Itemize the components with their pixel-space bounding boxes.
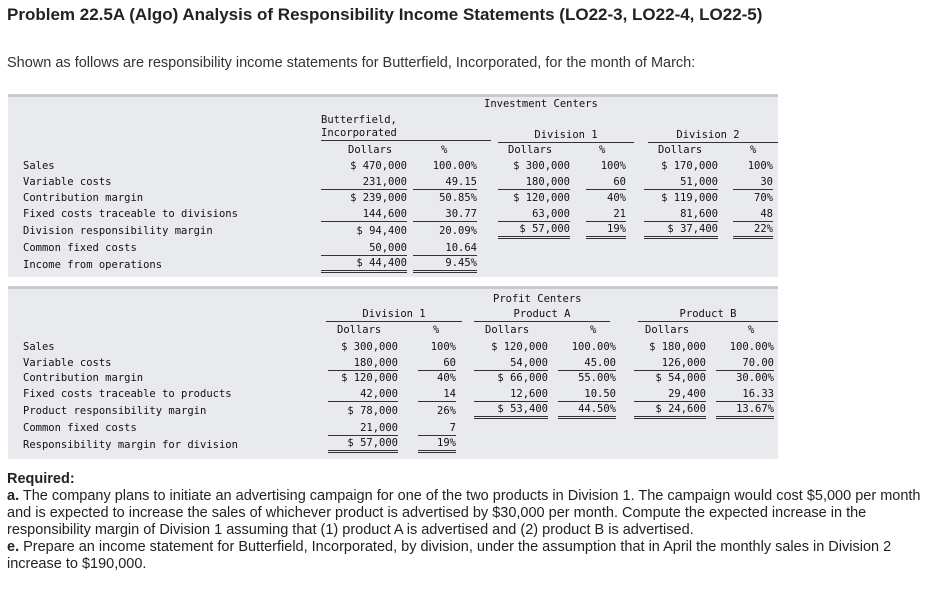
company-header-line2: Incorporated (321, 127, 397, 139)
division-dollars: 180,000 (328, 357, 398, 371)
company-header-line1: Butterfield, (321, 114, 397, 126)
label-sales: Sales (23, 341, 55, 353)
prodB-pct: 13.67% (716, 403, 774, 419)
div2-pct: 100% (747, 160, 773, 172)
page-title: Problem 22.5A (Algo) Analysis of Responsibility Income Statements (LO22-3, LO22-4, LO22-5) (7, 5, 763, 24)
company-dollars: 144,600 (321, 208, 407, 222)
div2-dollars-header: Dollars (658, 144, 703, 156)
prodA-pct: 45.00 (558, 357, 616, 371)
prodB-dollars: 29,400 (634, 388, 706, 402)
company-pct: 9.45% (413, 257, 477, 273)
division-dollars: $ 300,000 (341, 341, 398, 353)
prodA-pct: 10.50 (558, 388, 616, 402)
div1-pct: 19% (586, 223, 626, 239)
company-pct: 49.15 (413, 176, 477, 190)
prodB-pct-header: % (748, 324, 755, 336)
company-dollars-header: Dollars (348, 144, 393, 156)
label-variable-costs: Variable costs (23, 176, 112, 188)
div2-pct: 22% (733, 223, 773, 239)
division-pct: 100% (430, 341, 456, 353)
label-fixed-costs: Fixed costs traceable to divisions (23, 208, 238, 220)
division-pct: 26% (437, 405, 456, 417)
prodA-pct: 55.00% (578, 372, 616, 384)
intro-text: Shown as follows are responsibility income statements for Butterfield, Incorporated, for the month of March: (7, 55, 696, 71)
division-dollars-header: Dollars (337, 324, 382, 336)
company-dollars: $ 44,400 (321, 257, 407, 273)
label-sales: Sales (23, 160, 55, 172)
prodA-dollars: 54,000 (474, 357, 548, 371)
division-dollars: $ 78,000 (347, 405, 398, 417)
investment-centers-header: Investment Centers (484, 98, 598, 110)
company-pct: 10.64 (413, 242, 477, 256)
div2-pct: 70% (754, 192, 773, 204)
div1-pct: 21 (586, 208, 626, 222)
required-section (7, 471, 937, 573)
division-dollars: 21,000 (328, 422, 398, 436)
required-heading: Required: (7, 471, 75, 487)
prodB-pct: 16.33 (716, 388, 774, 402)
division1-profit-header: Division 1 (326, 308, 462, 322)
div2-dollars: 81,600 (644, 208, 718, 222)
div2-dollars: 51,000 (644, 176, 718, 190)
company-dollars: $ 470,000 (350, 160, 407, 172)
prodB-pct: 30.00% (736, 372, 774, 384)
company-header (321, 114, 491, 141)
product-b-header: Product B (638, 308, 778, 322)
requirement-a (7, 488, 937, 539)
label-division-margin: Responsibility margin for division (23, 439, 238, 451)
division-pct: 7 (418, 422, 456, 436)
division-pct-header: % (433, 324, 440, 336)
profit-centers-table (8, 286, 778, 459)
label-common-fixed: Common fixed costs (23, 422, 137, 434)
div1-pct: 60 (586, 176, 626, 190)
division-pct: 60 (418, 357, 456, 371)
division1-header-rule (498, 129, 634, 143)
div1-pct: 40% (607, 192, 626, 204)
prodA-dollars: $ 66,000 (497, 372, 548, 384)
prodB-pct: 70.00 (716, 357, 774, 371)
prodB-dollars: $ 180,000 (649, 341, 706, 353)
division-pct: 40% (437, 372, 456, 384)
prodA-pct-header: % (590, 324, 597, 336)
requirement-a-text: The company plans to initiate an advertising campaign for one of the two products in Division 1. The campaign would cost $5,000 per month and is expected to increase the sales of whichever product is advertised by $30,000 per month. Compute the expected increase in the responsibility margin of Division 1 assuming that (1) product A is advertised and (2) product B is advertised. (7, 488, 921, 538)
division2-header-rule (648, 129, 778, 143)
prodA-pct: 100.00% (571, 341, 616, 353)
div2-pct: 48 (733, 208, 773, 222)
prodA-dollars: $ 53,400 (474, 403, 548, 419)
div2-dollars: $ 119,000 (661, 192, 718, 204)
division2-header: Division 2 (676, 129, 740, 141)
div1-dollars: $ 300,000 (513, 160, 570, 172)
div1-dollars: $ 57,000 (498, 223, 570, 239)
div2-dollars: $ 170,000 (661, 160, 718, 172)
company-pct: 50.85% (439, 192, 477, 204)
prodA-pct: 44.50% (558, 403, 616, 419)
label-product-margin: Product responsibility margin (23, 405, 207, 417)
division-dollars: $ 57,000 (328, 437, 398, 453)
company-dollars: 50,000 (321, 242, 407, 256)
company-dollars: $ 94,400 (356, 225, 407, 237)
requirement-e-label: e. (7, 539, 20, 555)
investment-centers-table (8, 94, 778, 277)
requirement-a-label: a. (7, 488, 20, 504)
label-variable-costs: Variable costs (23, 357, 112, 369)
div2-dollars: $ 37,400 (644, 223, 718, 239)
company-pct: 30.77 (413, 208, 477, 222)
profit-centers-header: Profit Centers (493, 293, 582, 305)
label-fixed-costs-products: Fixed costs traceable to products (23, 388, 232, 400)
label-common-fixed: Common fixed costs (23, 242, 137, 254)
prodB-dollars: 126,000 (634, 357, 706, 371)
company-dollars: $ 239,000 (350, 192, 407, 204)
label-division-margin: Division responsibility margin (23, 225, 213, 237)
label-income: Income from operations (23, 259, 163, 271)
label-contribution-margin: Contribution margin (23, 372, 144, 384)
label-contribution-margin: Contribution margin (23, 192, 144, 204)
div1-pct-header: % (599, 144, 606, 156)
div1-dollars-header: Dollars (508, 144, 553, 156)
company-pct: 20.09% (439, 225, 477, 237)
prodB-dollars: $ 54,000 (655, 372, 706, 384)
prodA-dollars: $ 120,000 (491, 341, 548, 353)
div1-dollars: 180,000 (498, 176, 570, 190)
company-dollars: 231,000 (321, 176, 407, 190)
division-pct: 19% (418, 437, 456, 453)
div1-pct: 100% (600, 160, 626, 172)
prodB-dollars: $ 24,600 (634, 403, 706, 419)
div1-dollars: 63,000 (498, 208, 570, 222)
division-dollars: $ 120,000 (341, 372, 398, 384)
company-pct-header: % (441, 144, 448, 156)
division-pct: 14 (418, 388, 456, 402)
prodA-dollars-header: Dollars (485, 324, 530, 336)
requirement-e-text: Prepare an income statement for Butterfield, Incorporated, by division, under the assumption that in April the monthly sales in Division 2 increase to $190,000. (7, 539, 892, 572)
div1-dollars: $ 120,000 (513, 192, 570, 204)
division-dollars: 42,000 (328, 388, 398, 402)
division1-header: Division 1 (534, 129, 598, 141)
prodA-dollars: 12,600 (474, 388, 548, 402)
product-a-header: Product A (474, 308, 610, 322)
div2-pct-header: % (750, 144, 757, 156)
prodB-dollars-header: Dollars (645, 324, 690, 336)
div2-pct: 30 (733, 176, 773, 190)
company-pct: 100.00% (432, 160, 477, 172)
requirement-e (7, 539, 937, 573)
prodB-pct: 100.00% (729, 341, 774, 353)
